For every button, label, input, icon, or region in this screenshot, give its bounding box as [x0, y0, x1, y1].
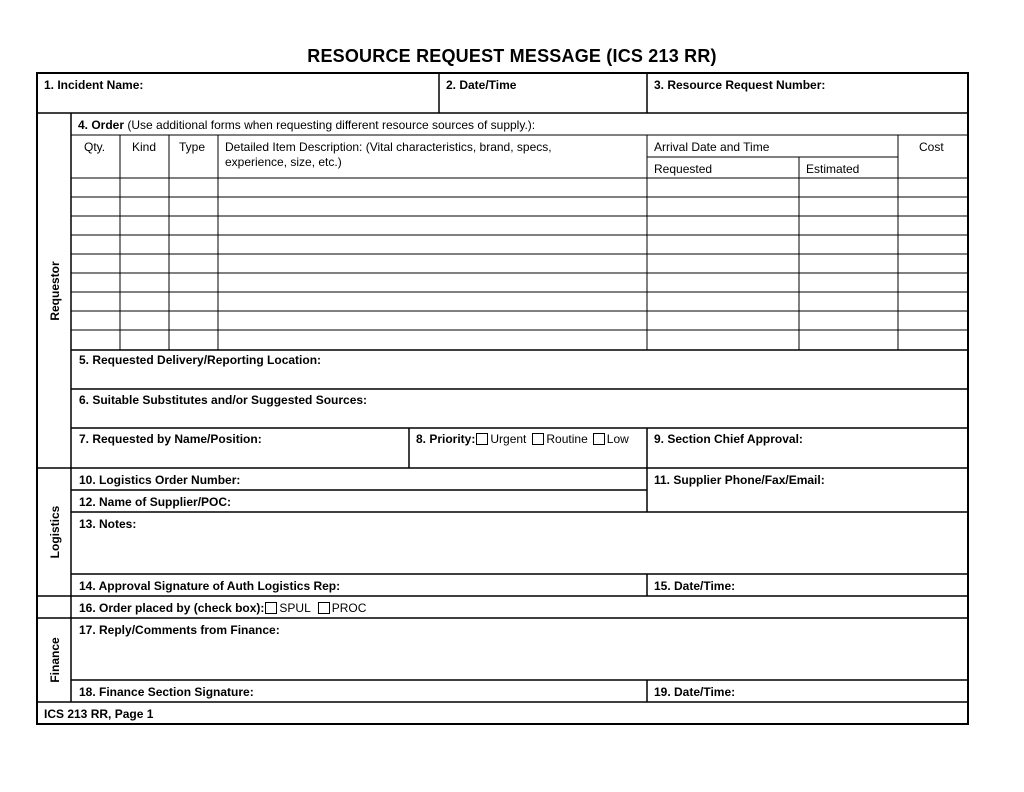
order-cell-qty[interactable]	[72, 236, 119, 253]
approval-signature-label: 14. Approval Signature of Auth Logistics Rep:	[79, 579, 341, 593]
column-header-requested: Requested	[654, 162, 713, 176]
order-placed-spul-label: SPUL	[279, 601, 311, 615]
logistics-order-number-field[interactable]	[72, 469, 646, 489]
order-cell-type[interactable]	[170, 179, 217, 196]
order-cell-kind[interactable]	[121, 179, 168, 196]
order-cell-qty[interactable]	[72, 198, 119, 215]
finance-date-field[interactable]	[648, 681, 967, 701]
order-cell-cost[interactable]	[899, 217, 967, 234]
order-cell-description[interactable]	[219, 312, 646, 329]
column-header-type: Type	[179, 140, 206, 154]
notes-field[interactable]	[72, 513, 967, 573]
column-header-cost: Cost	[919, 140, 944, 154]
order-cell-estimated[interactable]	[800, 274, 897, 291]
order-cell-qty[interactable]	[72, 331, 119, 349]
order-cell-kind[interactable]	[121, 198, 168, 215]
section-label-finance: Finance	[48, 637, 62, 683]
order-cell-requested[interactable]	[648, 198, 798, 215]
order-cell-qty[interactable]	[72, 255, 119, 272]
finance-reply-field[interactable]	[72, 619, 967, 679]
order-cell-cost[interactable]	[899, 255, 967, 272]
order-cell-description[interactable]	[219, 217, 646, 234]
order-cell-cost[interactable]	[899, 198, 967, 215]
column-header-estimated: Estimated	[806, 162, 860, 176]
form-title: RESOURCE REQUEST MESSAGE (ICS 213 RR)	[307, 46, 717, 66]
order-cell-type[interactable]	[170, 312, 217, 329]
order-cell-type[interactable]	[170, 198, 217, 215]
supplier-contact-label: 11. Supplier Phone/Fax/Email:	[654, 473, 825, 487]
order-cell-description[interactable]	[219, 179, 646, 196]
order-placed-proc-checkbox[interactable]	[318, 602, 330, 614]
substitutes-field[interactable]	[72, 390, 967, 427]
order-cell-kind[interactable]	[121, 236, 168, 253]
priority-routine-label: Routine	[546, 432, 588, 446]
order-cell-type[interactable]	[170, 217, 217, 234]
order-cell-estimated[interactable]	[800, 293, 897, 310]
order-cell-kind[interactable]	[121, 331, 168, 349]
substitutes-label: 6. Suitable Substitutes and/or Suggested Sources:	[79, 393, 368, 407]
order-cell-requested[interactable]	[648, 236, 798, 253]
section-chief-field[interactable]	[648, 429, 967, 467]
order-cell-cost[interactable]	[899, 331, 967, 349]
logistics-order-number-label: 10. Logistics Order Number:	[79, 473, 241, 487]
priority-label: 8. Priority:	[416, 432, 476, 446]
finance-signature-label: 18. Finance Section Signature:	[79, 685, 254, 699]
notes-label: 13. Notes:	[79, 517, 137, 531]
order-cell-qty[interactable]	[72, 293, 119, 310]
order-cell-estimated[interactable]	[800, 312, 897, 329]
order-cell-requested[interactable]	[648, 274, 798, 291]
supplier-name-label: 12. Name of Supplier/POC:	[79, 495, 232, 509]
supplier-contact-field[interactable]	[648, 469, 967, 511]
delivery-location-field[interactable]	[72, 351, 967, 388]
resource-request-number-field[interactable]	[648, 74, 967, 112]
order-cell-cost[interactable]	[899, 236, 967, 253]
order-cell-type[interactable]	[170, 331, 217, 349]
approval-signature-field[interactable]	[72, 575, 646, 595]
order-cell-estimated[interactable]	[800, 236, 897, 253]
priority-low-label: Low	[606, 432, 629, 446]
priority-urgent-label: Urgent	[490, 432, 527, 446]
order-cell-qty[interactable]	[72, 217, 119, 234]
order-cell-requested[interactable]	[648, 293, 798, 310]
column-header-kind: Kind	[132, 140, 157, 154]
date-time-label: 2. Date/Time	[446, 78, 517, 92]
priority-urgent-checkbox[interactable]	[476, 433, 488, 445]
requested-by-field[interactable]	[72, 429, 408, 467]
order-cell-type[interactable]	[170, 293, 217, 310]
order-cell-kind[interactable]	[121, 217, 168, 234]
priority-group	[416, 432, 629, 446]
column-header-description: Detailed Item Description: (Vital characteristics, brand, specs, experience, size, etc.)	[225, 140, 552, 169]
priority-routine-checkbox[interactable]	[532, 433, 544, 445]
order-cell-requested[interactable]	[648, 312, 798, 329]
priority-low-checkbox[interactable]	[593, 433, 605, 445]
column-header-arrival: Arrival Date and Time	[654, 140, 770, 154]
approval-date-field[interactable]	[648, 575, 967, 595]
order-cell-estimated[interactable]	[800, 255, 897, 272]
order-cell-kind[interactable]	[121, 312, 168, 329]
supplier-name-field[interactable]	[72, 491, 646, 511]
incident-name-label: 1. Incident Name:	[44, 78, 144, 92]
order-placed-label: 16. Order placed by (check box):	[79, 601, 265, 615]
section-label-requestor: Requestor	[48, 261, 62, 321]
order-cell-estimated[interactable]	[800, 331, 897, 349]
date-time-field[interactable]	[440, 74, 646, 112]
order-cell-kind[interactable]	[121, 274, 168, 291]
column-header-qty: Qty.	[84, 140, 106, 154]
order-cell-cost[interactable]	[899, 179, 967, 196]
order-cell-description[interactable]	[219, 198, 646, 215]
order-cell-type[interactable]	[170, 255, 217, 272]
order-cell-requested[interactable]	[648, 255, 798, 272]
section-chief-label: 9. Section Chief Approval:	[654, 432, 803, 446]
order-cell-kind[interactable]	[121, 293, 168, 310]
form-footer: ICS 213 RR, Page 1	[44, 707, 154, 721]
order-cell-estimated[interactable]	[800, 217, 897, 234]
order-cell-requested[interactable]	[648, 217, 798, 234]
order-cell-estimated[interactable]	[800, 198, 897, 215]
section-label-logistics: Logistics	[48, 505, 62, 559]
order-cell-description[interactable]	[219, 255, 646, 272]
order-cell-type[interactable]	[170, 236, 217, 253]
order-cell-cost[interactable]	[899, 274, 967, 291]
delivery-location-label: 5. Requested Delivery/Reporting Location:	[79, 353, 322, 367]
resource-request-number-label: 3. Resource Request Number:	[654, 78, 826, 92]
order-cell-requested[interactable]	[648, 331, 798, 349]
order-cell-estimated[interactable]	[800, 179, 897, 196]
finance-date-label: 19. Date/Time:	[654, 685, 736, 699]
approval-date-label: 15. Date/Time:	[654, 579, 736, 593]
order-cell-description[interactable]	[219, 331, 646, 349]
order-placed-spul-checkbox[interactable]	[265, 602, 277, 614]
order-cell-description[interactable]	[219, 236, 646, 253]
requested-by-label: 7. Requested by Name/Position:	[79, 432, 262, 446]
order-cell-qty[interactable]	[72, 179, 119, 196]
order-cell-description[interactable]	[219, 293, 646, 310]
order-cell-qty[interactable]	[72, 274, 119, 291]
order-cell-qty[interactable]	[72, 312, 119, 329]
order-placed-proc-label: PROC	[331, 601, 367, 615]
order-cell-type[interactable]	[170, 274, 217, 291]
finance-reply-label: 17. Reply/Comments from Finance:	[79, 623, 280, 637]
order-placed-group	[79, 601, 366, 615]
finance-signature-field[interactable]	[72, 681, 646, 701]
order-cell-description[interactable]	[219, 274, 646, 291]
order-cell-requested[interactable]	[648, 179, 798, 196]
incident-name-field[interactable]	[38, 74, 438, 112]
order-cell-cost[interactable]	[899, 312, 967, 329]
order-cell-cost[interactable]	[899, 293, 967, 310]
order-label: 4. Order (Use additional forms when requesting different resource sources of supply.):	[78, 118, 536, 132]
order-cell-kind[interactable]	[121, 255, 168, 272]
